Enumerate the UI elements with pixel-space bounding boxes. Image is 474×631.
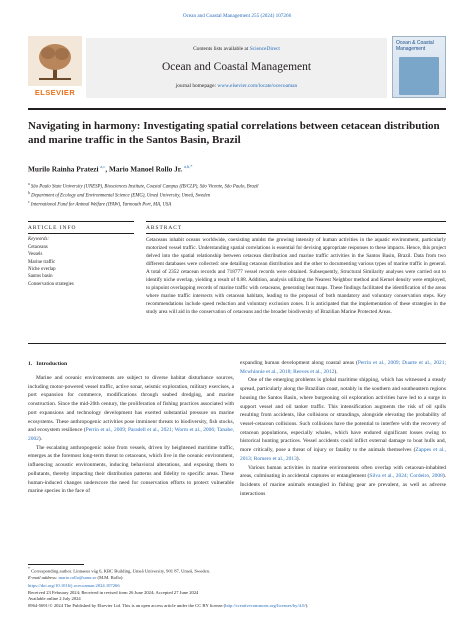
affiliation-letter: c [28, 200, 30, 205]
cover-image [399, 57, 439, 95]
journal-reference[interactable]: Ocean and Coastal Management 255 (2024) 107266 [182, 13, 292, 19]
journal-banner [86, 38, 387, 98]
author-name[interactable]: Mario Manoel Rollo Jr. [109, 164, 183, 174]
right-column [240, 359, 446, 499]
body-paragraph [240, 376, 446, 463]
citation-link[interactable]: Perrin et al., 2009; Paradell et al., 2021; Worm et al., 2006; Tanabe, 2002 [28, 427, 234, 443]
keyword-item: Vessels [28, 252, 43, 258]
license-text: 0964-5691/© 2024 The Published by Elsevier Ltd. This is an open access article under the CC BY license ( [28, 602, 226, 608]
masthead-rule [28, 108, 446, 110]
journal-title: Ocean and Coastal Management [161, 61, 312, 73]
doi-link[interactable]: https://doi.org/10.1016/j.ocecoaman.2024.107266 [28, 583, 120, 588]
keyword-item: Cetaceans [28, 245, 48, 250]
online-date: Available online 2 July 2024 [28, 596, 81, 602]
keyword-list [28, 244, 74, 288]
affiliation-list [28, 182, 446, 209]
keyword-item: Santos basin [28, 274, 53, 280]
keyword-item: Conservation strategies [28, 281, 74, 287]
paragraph-text: ). [296, 455, 300, 462]
paragraph-text: Various human activities in marine environments often overlap with cetacean-inhabited areas, culminating in accidental captures or entanglement ( [240, 464, 446, 480]
publication-info [28, 583, 446, 610]
body-paragraph [240, 464, 446, 499]
affiliation-marker[interactable]: a,b,* [183, 164, 193, 169]
keyword-item: Marine traffic [28, 259, 56, 265]
contents-prefix: Contents lists available at [193, 46, 249, 52]
article-info-heading: ARTICLE INFO [28, 225, 77, 231]
citation-link[interactable]: Zappes et al., 2013; Romero et al., 2013 [240, 447, 446, 462]
abstract-bottom-rule [28, 343, 446, 344]
affiliation-text: Department of Ecology and Environmental Science (EMG), Umeå University, Umeå, Sweden [31, 193, 211, 199]
corresponding-text: Corresponding author. Linnaeus väg 6, KBC Building, Umeå University, 901 87, Umeå, Sweden. [31, 568, 211, 574]
abstract-top-rule [146, 221, 446, 222]
affiliation-marker[interactable]: a,c [100, 164, 106, 169]
affiliation-item [28, 200, 446, 209]
left-column [28, 374, 234, 496]
elsevier-logo [28, 36, 82, 98]
body-paragraph [28, 374, 234, 444]
info-mid-rule [28, 233, 134, 234]
contents-line [86, 46, 387, 52]
received-dates: Received 23 February 2024; Received in revised form 26 June 2024; Accepted 27 June 2024 [28, 589, 199, 595]
paragraph-text: ). [334, 368, 338, 375]
cover-title: Ocean & Coastal Management [396, 40, 434, 52]
email-label: E-mail address: [28, 575, 58, 581]
article-title: Navigating in harmony: Investigating spatial correlations between cetacean distribution and marine traffic in the Santos Basin, Brazil [28, 120, 440, 147]
email-link[interactable]: mario.rollo@umu.se [58, 575, 97, 581]
paragraph-text: One of the emerging problems is global maritime shipping, which has witnessed a steady spread, particularly along the Brazilian coast, notably in the southern and southeastern regions housing the Santos Basin, where burgeoning oil exploration activities have led to a surge in support vessel and oil tanker traffic. This intensification augments the risk of oil spills resulting from accidents, like collisions or strandings, alongside elevating the probability of vessel-cetacean collisions. Such collisions have the potential to interfere with the recovery of cetacean populations, especially whales, which have endured significant losses owing to historical hunting practices. Vessel accidents could inflict external damage to boat hulls and, more critically, pose a threat of injury or fatality to the animals themselves ( [240, 377, 446, 454]
corresponding-author-note [28, 567, 234, 575]
affiliation-letter: b [28, 191, 30, 196]
abstract-heading: ABSTRACT [146, 225, 183, 231]
affiliation-text: International Fund for Animal Welfare (IFAW), Yarmouth Port, MA, USA [30, 202, 172, 208]
affiliation-text: São Paulo State University (UNESP), Biosciences Institute, Coastal Campus (IB/CLP), São Vicente, São Paulo, Brazil [30, 184, 259, 190]
author-name[interactable]: Murilo Rainha Pratezi [28, 164, 99, 174]
body-paragraph [240, 359, 446, 376]
elsevier-tree-icon [28, 36, 82, 86]
homepage-link[interactable]: www.elsevier.com/locate/ocecoaman [217, 83, 298, 89]
email-suffix: (M.M. Rollo). [97, 575, 124, 581]
citation-link[interactable]: Perrin et al., 2009; Duarte et al., 2021; Mcwhinnie et al., 2018; Reeves et al., 2012 [240, 360, 446, 375]
license-statement [28, 603, 446, 610]
paragraph-text: ). [38, 436, 43, 443]
citation-link[interactable]: Silva et al., 2024; Cordeiro, 2008 [369, 473, 443, 480]
email-note [28, 575, 234, 582]
abstract-text: Cetaceans inhabit oceans worldwide, coexisting amidst the growing intensity of human activities in the aquatic environment, particularly motorized vessel traffic. Understanding spatial correlations is essential for devising appropriate responses to these impacts. Hence, this project delved into the spatial relationship between cetacean distribution and marine traffic activities in the Santos Basin, Brazil. Data from two different databases were collected: one detailing cetacean distribution and the other to documenting various types of marine traffic in general. A total of 2352 cetacean records and 718777 vessel records were obtained. Subsequently, Structural Similarity analyses were carried out to identify niche overlap, yielding a result of 0.88. Addition, analysis utilizing the Nearest Neighbor method and Kernel density were employed, to pinpoint overlapping records of marine traffic with cetaceans, generating heat maps. These findings facilitated the identification of the areas where marine traffic intersects with cetacean habitats, leading to the proposal of both mandatory and voluntary conservation steps. Key recommendations include speed reduction and voluntary exclusion zones. It is anticipated that the implementation of these strategies in the study area will aid in the conservation of cetaceans and the broader biodiversity of Brazilian Marine Protected Areas. [146, 237, 446, 315]
homepage-prefix: journal homepage: [175, 83, 217, 89]
affiliation-item [28, 191, 446, 200]
body-paragraph: The escalating anthropogenic noise from vessels, driven by heightened maritime traffic, emerges as the foremost long-term threat to cetaceans, which live in the oceanic environment, influencing acoustic environments, inducing behavioral alterations, and exposing them to pollutants, thereby impacting their distribution patterns and fidelity to specific areas. These human-induced changes underscore the need for conservation efforts to protect vulnerable marine species in the face of [28, 444, 234, 495]
footnote-rule [28, 564, 84, 565]
author-separator: , [105, 164, 108, 174]
footnote-star: * [28, 567, 30, 571]
info-top-rule [28, 221, 134, 222]
journal-masthead [28, 36, 446, 102]
abstract-mid-rule [146, 233, 446, 234]
license-link[interactable]: http://creativecommons.org/licenses/by/4.0/ [225, 602, 306, 608]
keywords-label: Keywords: [28, 237, 50, 242]
paragraph-text: expanding human development along coastal areas ( [240, 360, 358, 366]
footnotes [28, 567, 234, 582]
keyword-item: Niche overlap [28, 267, 56, 273]
affiliation-item [28, 182, 446, 191]
author-list [28, 164, 192, 173]
paragraph-text: ). Incidents of marine animals entangled in fishing gear are prevalent, as well as adverse interactions [240, 473, 446, 497]
paragraph-text: Marine and oceanic environments are subject to diverse habitat disturbance sources, including motor-powered vessel traffic, active sonar, seismic exploration, military exercises, a port expansion for commerce, modifications through seabed dredging, and marine construction. Since the mid-20th century, the proliferation of fishing practices associated with port expansions and technology development has exerted substantial pressure on marine ecosystems. These anthropogenic activities pose imminent threats to biodiversity, fish stocks, and ecosystem resilience ( [28, 375, 234, 434]
intro-heading [28, 361, 71, 367]
homepage-line [86, 83, 387, 89]
journal-cover-thumbnail[interactable] [392, 36, 446, 98]
sciencedirect-link[interactable]: ScienceDirect [249, 46, 280, 52]
section-title: Introduction [36, 361, 68, 367]
affiliation-letter: a [28, 182, 30, 186]
section-number: 1. [28, 361, 33, 367]
license-text-end: ). [305, 602, 309, 608]
elsevier-wordmark: ELSEVIER [34, 88, 76, 97]
